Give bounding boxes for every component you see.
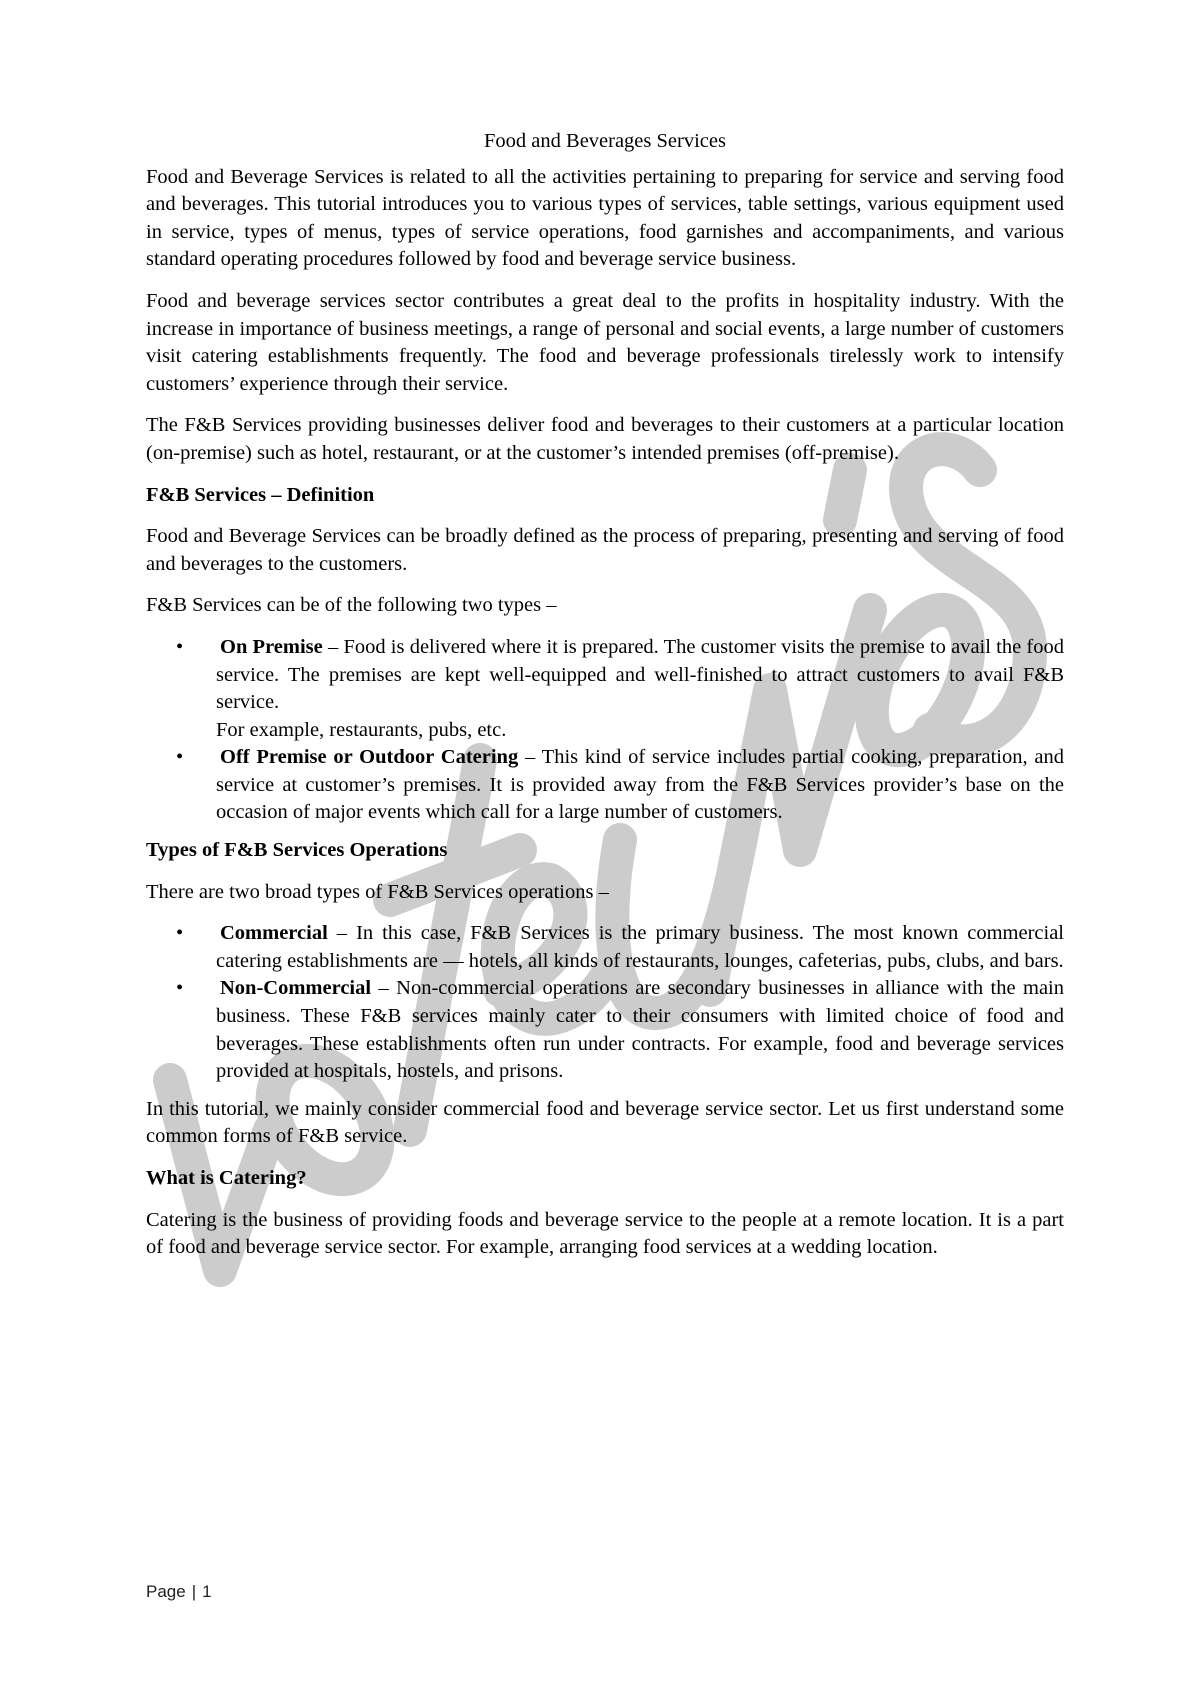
- operations-closing: In this tutorial, we mainly consider commercial food and beverage service sector. Let us first understand some common forms of F&B service.: [146, 1097, 1064, 1148]
- document-title: Food and Beverages Services: [484, 130, 726, 152]
- service-types-list: [146, 634, 1064, 827]
- footer-page-label: Page: [146, 1582, 186, 1601]
- catering-paragraph: Catering is the business of providing foods and beverage service to the people at a remote location. It is a part of food and beverage service sector. For example, arranging food services at a wedding location.: [146, 1208, 1064, 1259]
- definition-intro: F&B Services can be of the following two types –: [146, 594, 557, 617]
- bullet-icon: •: [176, 635, 184, 658]
- definition-heading: F&B Services – Definition: [146, 483, 375, 506]
- intro-paragraph-2: Food and beverage services sector contributes a great deal to the profits in hospitality industry. With the increase in importance of business meetings, a range of personal and social events, a large number of customers visit catering establishments frequently. The food and beverage professionals tirelessly work to intensify customers’ experience through their service.: [146, 289, 1064, 395]
- bullet-icon: •: [176, 746, 184, 769]
- list-item-text: – In this case, F&B Services is the primary business. The most known commercial catering establishments are — hotels, all kinds of restaurants, lounges, cafeterias, pubs, clubs, and bars.: [216, 922, 1064, 972]
- bullet-icon: •: [176, 977, 184, 1000]
- page-footer: [146, 1582, 212, 1602]
- list-item: [146, 920, 1064, 975]
- intro-paragraph-1: Food and Beverage Services is related to all the activities pertaining to preparing for service and serving food and beverages. This tutorial introduces you to various types of services, table settings, various equipment used in service, types of menus, types of service operations, food garnishes and accompaniments, and various standard operating procedures followed by food and beverage service business.: [146, 165, 1064, 271]
- intro-paragraph-3: The F&B Services providing businesses deliver food and beverages to their customers at a particular location (on-premise) such as hotel, restaurant, or at the customer’s intended premises (off-premise).: [146, 414, 1064, 464]
- list-item-term: On Premise: [220, 635, 323, 658]
- list-item-term: Commercial: [220, 922, 328, 945]
- footer-separator: |: [191, 1582, 197, 1601]
- list-item: [146, 975, 1064, 1085]
- operations-list: [146, 920, 1064, 1086]
- list-item-term: Off Premise or Outdoor Catering: [220, 746, 519, 769]
- definition-paragraph: Food and Beverage Services can be broadly defined as the process of preparing, presenting and serving of food and beverages to the customers.: [146, 525, 1064, 575]
- list-item-example: For example, restaurants, pubs, etc.: [216, 718, 507, 741]
- document-body: [146, 128, 1064, 1276]
- list-item: [146, 744, 1064, 827]
- catering-heading: What is Catering?: [146, 1167, 307, 1189]
- footer-page-number: 1: [202, 1582, 212, 1601]
- list-item-text: – Food is delivered where it is prepared. The customer visits the premise to avail the food service. The premises are kept well-equipped and well-finished to attract customers to avail F&B service.: [216, 635, 1064, 714]
- list-item: [146, 634, 1064, 744]
- bullet-icon: •: [176, 922, 184, 945]
- operations-heading: Types of F&B Services Operations: [146, 839, 448, 862]
- operations-intro: There are two broad types of F&B Services operations –: [146, 880, 609, 903]
- list-item-text: – This kind of service includes partial cooking, preparation, and service at customer’s premises. It is provided away from the F&B Services provider’s base on the occasion of major events which call for a large number of customers.: [216, 746, 1064, 824]
- list-item-term: Non-Commercial: [220, 977, 372, 1000]
- list-item-text: – Non-commercial operations are secondary businesses in alliance with the main business. These F&B services mainly cater to their consumers with limited choice of food and beverages. These establishments often run under contracts. For example, food and beverage services provided at hospitals, hostels, and prisons.: [216, 977, 1064, 1083]
